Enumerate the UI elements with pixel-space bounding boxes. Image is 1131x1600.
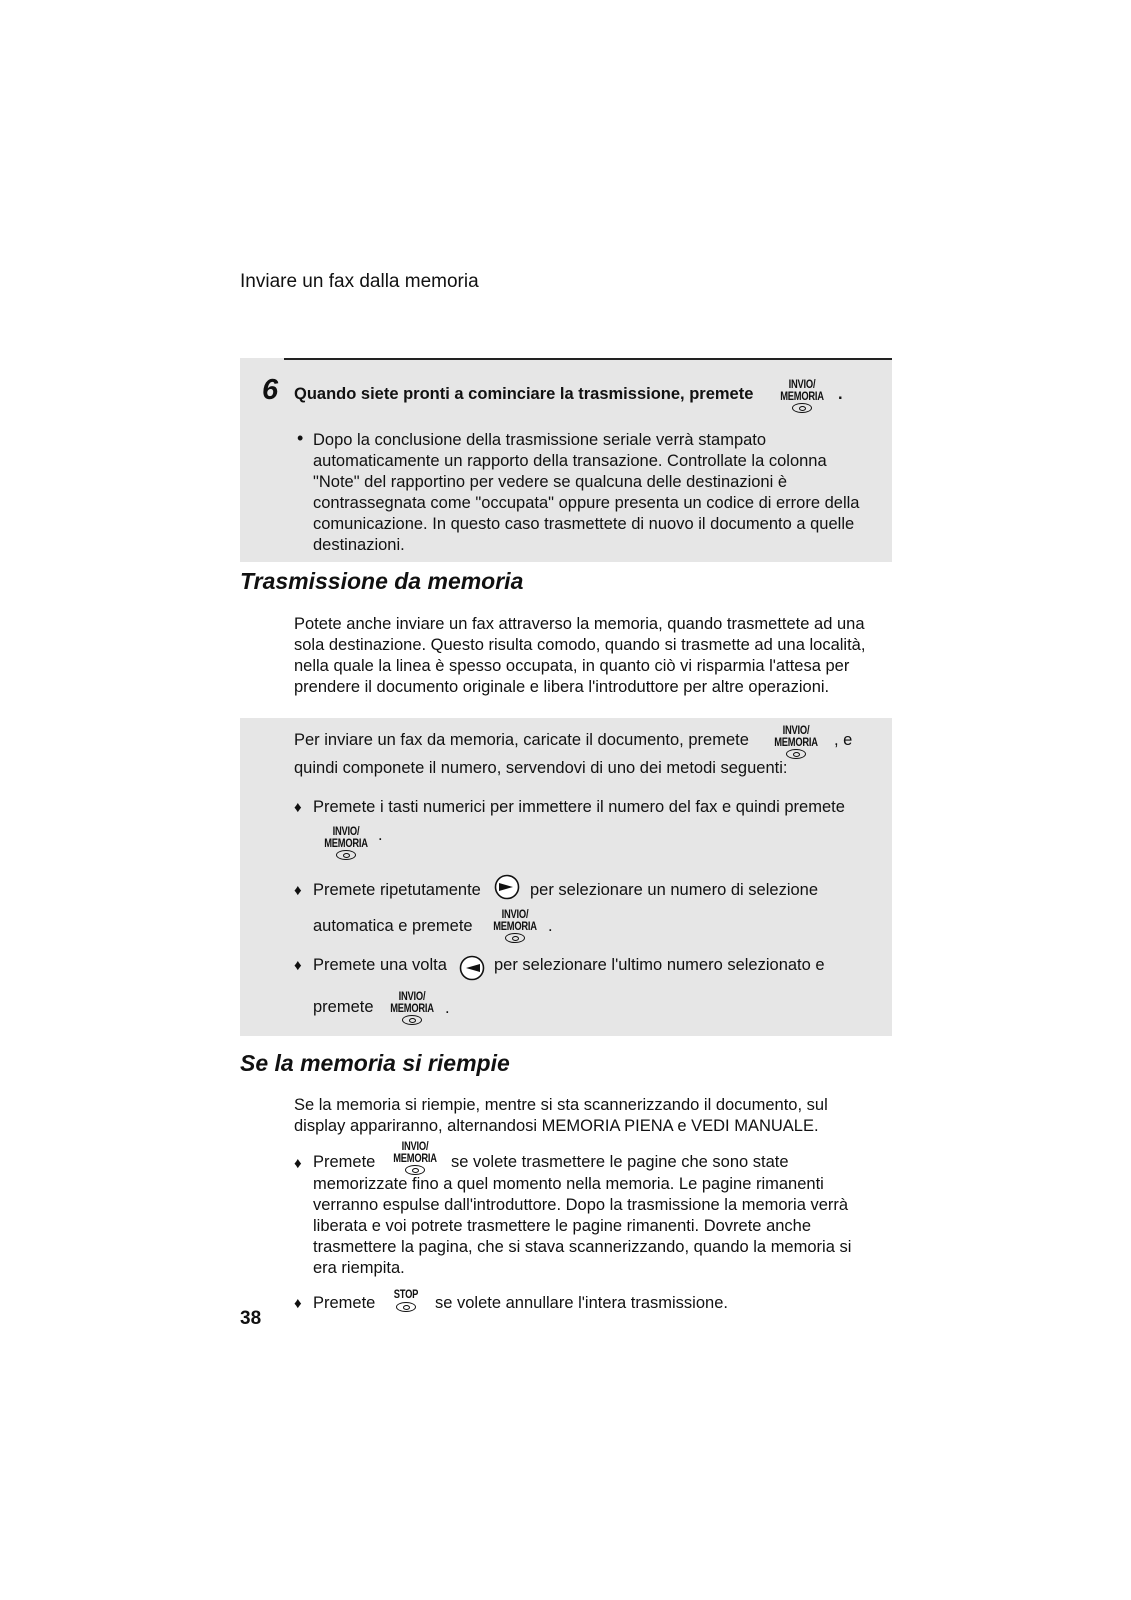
diamond-bullet: ♦ <box>294 882 302 899</box>
method-intro-line: quindi componete il numero, servendovi di uno dei metodi seguenti: <box>294 759 788 777</box>
section-heading: Trasmissione da memoria <box>240 568 524 594</box>
method-item-cont: per selezionare l'ultimo numero selezionato e <box>494 956 825 974</box>
method-item-cont: automatica e premete <box>313 917 473 935</box>
step-instruction: Quando siete pronti a cominciare la trasmissione, premete <box>294 385 754 403</box>
step-note-line: contrassegnata come "occupata" oppure presenta un codice di errore della <box>313 494 860 512</box>
memory-item-cont: se volete annullare l'intera trasmissione. <box>435 1294 728 1312</box>
section-heading: Se la memoria si riempie <box>240 1050 510 1076</box>
invio-memoria-key-icon: INVIO/ MEMORIA <box>485 908 545 948</box>
method-item-cont: premete <box>313 998 374 1016</box>
section1-paragraph: Potete anche inviare un fax attraverso la memoria, quando trasmettete ad una sola destinazione. Questo risulta comodo, quando si trasmette ad una località, nella quale la linea è spesso occupata, in quanto ciò vi risparmia l'attesa per prendere il documento originale e libera l'introduttore per altre operazioni. <box>294 615 866 696</box>
invio-memoria-key-icon: INVIO/ MEMORIA <box>385 1140 445 1180</box>
invio-memoria-key-icon: INVIO/ MEMORIA <box>316 825 376 865</box>
step-note-line: destinazioni. <box>313 536 405 554</box>
step-note-line: Dopo la conclusione della trasmissione seriale verrà stampato <box>313 431 767 449</box>
invio-memoria-key-icon: INVIO/ MEMORIA <box>382 990 442 1030</box>
diamond-bullet: ♦ <box>294 1155 302 1172</box>
step-number: 6 <box>262 374 279 406</box>
running-header: Inviare un fax dalla memoria <box>240 271 479 292</box>
memory-item-body: memorizzate fino a quel momento nella memoria. Le pagine rimanenti verranno espulse dall'introduttore. Dopo la trasmissione la memoria verrà liberata e voi potrete trasmettere le pagine rimanenti. Dovrete anche trasmettere la pagina, che si stava scannerizzando, quando la memoria si era riempita. <box>313 1175 852 1277</box>
step-rule <box>284 358 892 360</box>
memory-item: Premete <box>313 1153 376 1171</box>
method-item-tail: . <box>445 999 450 1017</box>
stop-key-icon: STOP <box>376 1288 436 1328</box>
invio-memoria-key-icon: INVIO/ MEMORIA <box>766 724 826 764</box>
speed-dial-key-icon <box>494 874 520 900</box>
method-item-tail: . <box>548 917 553 935</box>
diamond-bullet: ♦ <box>294 799 302 816</box>
method-item-cont: per selezionare un numero di selezione <box>530 881 819 899</box>
method-intro: Per inviare un fax da memoria, caricate il documento, premete <box>294 731 749 749</box>
method-item: Premete i tasti numerici per immettere il numero del fax e quindi premete <box>313 798 845 816</box>
diamond-bullet: ♦ <box>294 1295 302 1312</box>
redial-key-icon <box>459 955 485 981</box>
method-item: Premete ripetutamente <box>313 881 481 899</box>
step-note-line: automaticamente un rapporto della transazione. Controllate la colonna <box>313 452 827 470</box>
memory-item-cont: se volete trasmettere le pagine che sono state <box>451 1153 789 1171</box>
step-note-line: comunicazione. In questo caso trasmettete di nuovo il documento a quelle <box>313 515 855 533</box>
page-number: 38 <box>240 1308 262 1329</box>
section2-paragraph: Se la memoria si riempie, mentre si sta scannerizzando il documento, sul display appariranno, alternandosi MEMORIA PIENA e VEDI MANUALE. <box>294 1096 828 1135</box>
step-period: . <box>838 385 843 403</box>
method-item: Premete una volta <box>313 956 447 974</box>
step-note <box>313 430 893 556</box>
diamond-bullet: ♦ <box>294 957 302 974</box>
step-note-line: "Note" del rapportino per vedere se qualcuna delle destinazioni è <box>313 473 788 491</box>
memory-item: Premete <box>313 1294 376 1312</box>
invio-memoria-key-icon: INVIO/ MEMORIA <box>772 378 832 418</box>
bullet: • <box>297 428 304 448</box>
method-item-tail: . <box>378 826 383 844</box>
method-intro-tail: , e <box>834 731 853 749</box>
